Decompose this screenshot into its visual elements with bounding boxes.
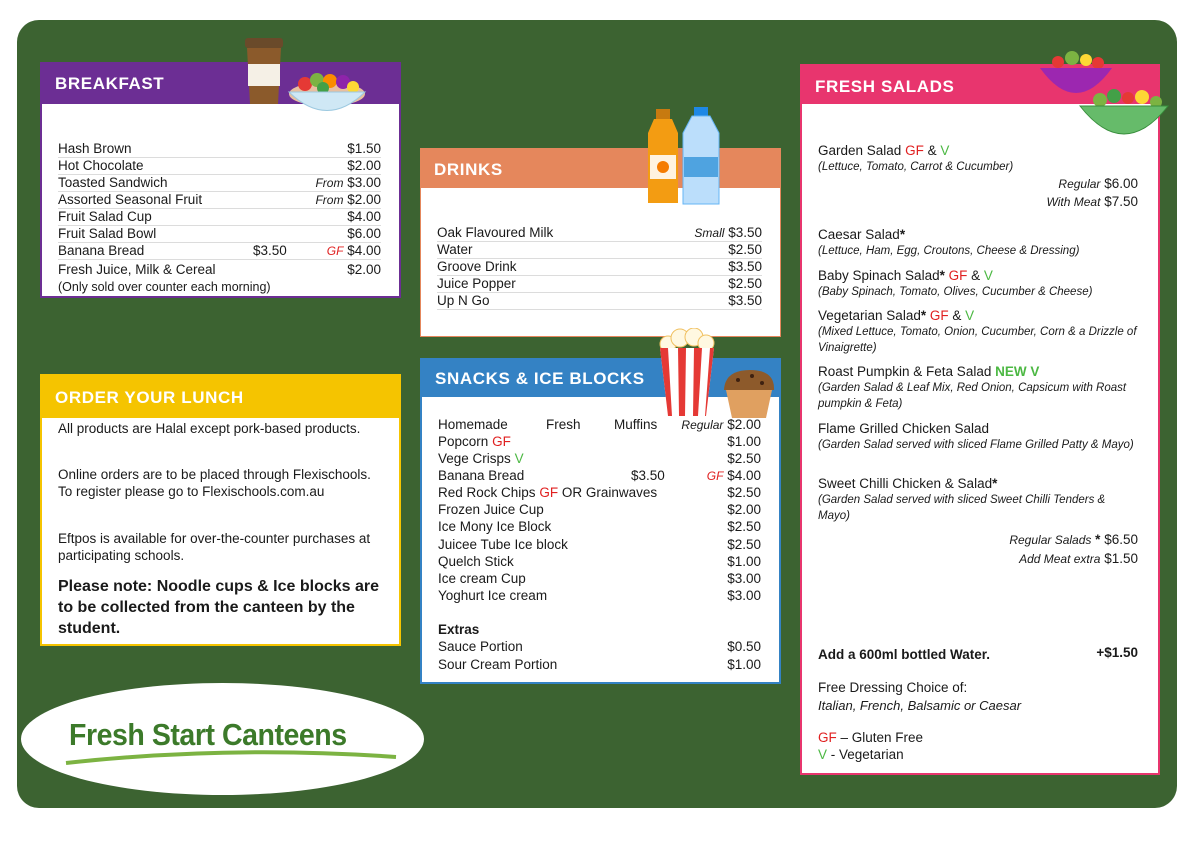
regular-salads-price: Regular Salads * $6.50 [1009, 532, 1138, 547]
breakfast-note: (Only sold over counter each morning) [58, 280, 271, 294]
list-item: Homemade Fresh Muffins Regular $2.00 [438, 417, 761, 432]
snacks-panel [420, 358, 781, 684]
drinks-panel [420, 148, 781, 337]
list-item: Hash Brown $1.50 [58, 141, 381, 156]
list-item: Fruit Salad Bowl $6.00 [58, 226, 381, 241]
fresh-salads-panel [800, 64, 1160, 775]
add-water-row: Add a 600ml bottled Water. +$1.50 [818, 645, 1138, 662]
list-item: Popcorn GF $1.00 [438, 434, 761, 449]
list-item: Banana Bread $3.50 GF $4.00 [58, 243, 381, 258]
legend: GF – Gluten Free V - Vegetarian [818, 730, 924, 762]
list-item: Hot Chocolate $2.00 [58, 158, 381, 173]
list-item: Groove Drink $3.50 [437, 259, 762, 274]
list-item: Red Rock Chips GF OR Grainwaves $2.50 [438, 485, 761, 500]
lunch-halal-text: All products are Halal except pork-based products. [58, 421, 361, 436]
popcorn-muffin-icon [656, 328, 778, 420]
add-meat-price: Add Meat extra $1.50 [1019, 551, 1138, 566]
list-item: Sour Cream Portion $1.00 [438, 657, 761, 672]
logo-text: Fresh Start Canteens [69, 717, 347, 752]
salad-caesar: Caesar Salad* (Lettuce, Ham, Egg, Croutons, Cheese & Dressing) [818, 227, 1080, 257]
list-item: Quelch Stick $1.00 [438, 554, 761, 569]
list-item: Ice Mony Ice Block $2.50 [438, 519, 761, 534]
coffee-cup-fruit-bowl-icon [237, 34, 367, 129]
lunch-eftpos-text: Eftpos is available for over-the-counter purchases at participating schools. [58, 531, 371, 563]
list-item: Fresh Juice, Milk & Cereal $2.00 [58, 262, 381, 277]
list-item: Oak Flavoured Milk Small $3.50 [437, 225, 762, 240]
order-lunch-panel [40, 374, 401, 646]
list-item: Water $2.50 [437, 242, 762, 257]
lunch-please-note: Please note: Noodle cups & Ice blocks are to be collected from the canteen by the student. [58, 578, 379, 637]
lunch-header [42, 376, 399, 418]
salad-vegetarian: Vegetarian Salad* GF & V (Mixed Lettuce, Tomato, Onion, Cucumber, Corn & a Drizzle of Vinaigrette) [818, 308, 1137, 354]
salad-flame-grilled: Flame Grilled Chicken Salad (Garden Salad served with sliced Flame Grilled Patty & Mayo) [818, 421, 1134, 451]
list-item: Banana Bread $3.50 GF $4.00 [438, 468, 761, 483]
list-item: Frozen Juice Cup $2.00 [438, 502, 761, 517]
list-item: Fruit Salad Cup $4.00 [58, 209, 381, 224]
breakfast-panel [40, 62, 401, 298]
list-item: Assorted Seasonal Fruit From $2.00 [58, 192, 381, 207]
list-item: Ice cream Cup $3.00 [438, 571, 761, 586]
salad-sweet-chilli: Sweet Chilli Chicken & Salad* (Garden Salad served with sliced Sweet Chilli Tenders & Mayo) [818, 476, 1106, 522]
salad-bowls-icon [1036, 48, 1170, 154]
list-item: Juice Popper $2.50 [437, 276, 762, 291]
list-item: Toasted Sandwich From $3.00 [58, 175, 381, 190]
lunch-title: ORDER YOUR LUNCH [55, 388, 244, 407]
extras-title: Extras [438, 622, 480, 637]
list-item: Up N Go $3.50 [437, 293, 762, 308]
salad-baby-spinach: Baby Spinach Salad* GF & V (Baby Spinach, Tomato, Olives, Cucumber & Cheese) [818, 268, 1093, 298]
dressing-choice: Free Dressing Choice of: Italian, French, Balsamic or Caesar [818, 680, 1022, 713]
snacks-title: SNACKS & ICE BLOCKS [435, 369, 645, 388]
drinks-header [421, 149, 780, 188]
logo-swoosh-icon [61, 743, 401, 773]
drinks-title: DRINKS [434, 160, 503, 179]
list-item: Yoghurt Ice cream $3.00 [438, 588, 761, 603]
salad-roast-pumpkin: Roast Pumpkin & Feta Salad NEW V (Garden Salad & Leaf Mix, Red Onion, Capsicum with Roast pumpkin & Feta) [818, 364, 1127, 410]
lunch-online-text: Online orders are to be placed through Flexischools. To register please go to Flexischools.com.au [58, 467, 371, 499]
salads-title: FRESH SALADS [815, 77, 955, 96]
juice-water-bottles-icon [647, 107, 723, 207]
list-item: Vege Crisps V $2.50 [438, 451, 761, 466]
breakfast-title: BREAKFAST [55, 74, 165, 93]
logo [21, 683, 424, 795]
list-item: Juicee Tube Ice block $2.50 [438, 537, 761, 552]
salad-garden: Garden Salad GF & V (Lettuce, Tomato, Carrot & Cucumber) Regular $6.00 With Meat $7.50 [818, 143, 1138, 209]
list-item: Sauce Portion $0.50 [438, 639, 761, 654]
